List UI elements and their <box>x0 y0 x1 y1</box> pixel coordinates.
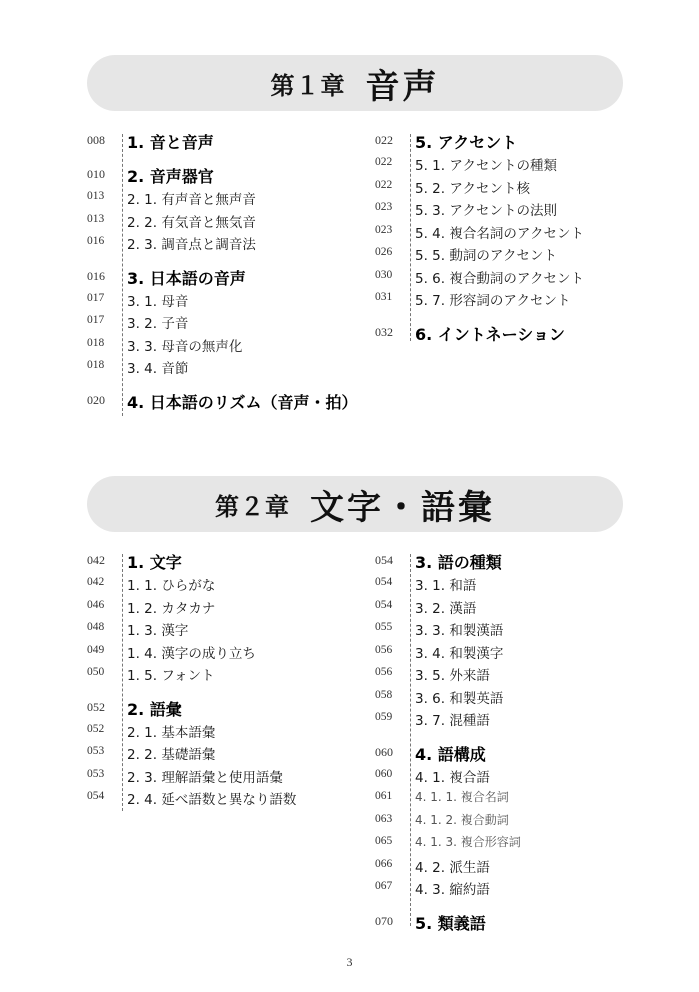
chapter-2-banner <box>87 476 623 532</box>
toc-page-number: 067 <box>375 880 393 892</box>
toc-entry-title: 6. イントネーション <box>415 324 565 344</box>
toc-page-number: 046 <box>87 598 105 611</box>
toc-page-number: 060 <box>375 767 393 780</box>
toc-page-number: 022 <box>375 156 393 168</box>
toc-page-number: 032 <box>375 324 393 339</box>
toc-entry-title: 5. 2. アクセント核 <box>415 180 530 197</box>
toc-page-number: 048 <box>87 621 105 633</box>
toc-entry-title: 2. 2. 有気音と無気音 <box>127 214 256 231</box>
toc-page-number: 008 <box>87 133 105 147</box>
toc-page-number: 018 <box>87 359 105 371</box>
chapter-2-title: 文字・語彙 <box>310 487 495 528</box>
chapter-1-title: 音声 <box>365 66 440 107</box>
toc-entry-title: 3. 1. 和語 <box>415 578 477 594</box>
toc-entry-title: 3. 2. 子音 <box>127 316 189 332</box>
toc-entry-title: 3. 4. 和製漢字 <box>415 645 504 662</box>
toc-entry-title: 5. 7. 形容詞のアクセント <box>415 293 571 309</box>
toc-page-number: 031 <box>375 291 393 303</box>
toc-page-number: 016 <box>87 235 105 247</box>
toc-entry-title: 2. 2. 基礎語彙 <box>127 747 216 763</box>
toc-page-number: 053 <box>87 767 105 780</box>
toc-entry-title: 1. 音と音声 <box>127 133 214 152</box>
toc-entry-title: 1. 3. 漢字 <box>127 623 189 639</box>
toc-page-number: 018 <box>87 336 105 349</box>
chapter-1-banner <box>87 55 623 111</box>
toc-entry-title: 4. 1. 複合語 <box>415 769 490 786</box>
toc-page-number: 054 <box>375 553 393 567</box>
toc-entry-title: 3. 7. 混種語 <box>415 713 490 729</box>
toc-entry-title: 4. 3. 縮約語 <box>415 882 490 898</box>
toc-page-number: 022 <box>375 133 393 147</box>
toc-page-number: 017 <box>87 291 105 304</box>
toc-entry-title: 3. 5. 外来語 <box>415 668 490 684</box>
toc-page-number: 059 <box>375 711 393 723</box>
toc-entry-title: 3. 日本語の音声 <box>127 268 246 288</box>
toc-page-number: 042 <box>87 553 105 567</box>
toc-page-number: 063 <box>375 812 393 825</box>
toc-page-number: 061 <box>375 790 393 802</box>
toc-entry-title: 3. 2. 漢語 <box>415 600 477 617</box>
toc-entry-title: 4. 2. 派生語 <box>415 859 490 876</box>
toc-page-number: 030 <box>375 268 393 281</box>
dashed-rule <box>122 554 123 811</box>
chapter-2-left-column <box>87 550 357 815</box>
toc-page-number: 050 <box>87 666 105 678</box>
toc-entry-title: 5. 4. 複合名詞のアクセント <box>415 225 584 242</box>
dashed-rule <box>410 134 411 341</box>
toc-page-number: 042 <box>87 576 105 588</box>
toc-entry-title: 2. 3. 調音点と調音法 <box>127 237 256 253</box>
toc-page-number: 052 <box>87 699 105 714</box>
toc-page-number: 065 <box>375 835 393 847</box>
toc-entry-title: 3. 6. 和製英語 <box>415 690 504 707</box>
toc-entry-title: 3. 3. 和製漢語 <box>415 623 504 639</box>
toc-entry-title: 4. 1. 2. 複合動詞 <box>415 812 509 827</box>
toc-page-number: 058 <box>375 688 393 701</box>
toc-page-number: 022 <box>375 178 393 191</box>
toc-entry-title: 5. アクセント <box>415 133 518 152</box>
toc-page-number: 026 <box>375 246 393 258</box>
toc-entry-title: 2. 1. 基本語彙 <box>127 724 216 741</box>
toc-entry-title: 4. 1. 1. 複合名詞 <box>415 790 509 804</box>
toc-entry-title: 5. 5. 動詞のアクセント <box>415 248 557 264</box>
toc-entry-title: 2. 語彙 <box>127 699 182 719</box>
chapter-2-label: 第２章 <box>215 492 290 521</box>
toc-entry-title: 1. 1. ひらがな <box>127 578 216 594</box>
toc-page-number: 054 <box>87 790 105 802</box>
toc-page-number: 049 <box>87 643 105 656</box>
toc-entry-title: 5. 3. アクセントの法則 <box>415 203 557 219</box>
toc-entry-title: 1. 文字 <box>127 553 182 572</box>
toc-page-number: 056 <box>375 666 393 678</box>
toc-page-number: 013 <box>87 212 105 225</box>
toc-page-number: 023 <box>375 223 393 236</box>
toc-entry-title: 4. 1. 3. 複合形容詞 <box>415 835 521 849</box>
toc-page-number: 055 <box>375 621 393 633</box>
toc-entry-title: 1. 2. カタカナ <box>127 600 216 617</box>
toc-entry-title: 4. 語構成 <box>415 744 486 764</box>
toc-entry-title: 3. 語の種類 <box>415 553 502 572</box>
toc-page-number: 054 <box>375 576 393 588</box>
toc-page-number: 023 <box>375 201 393 213</box>
dashed-rule <box>122 134 123 416</box>
toc-entry-title: 5. 6. 複合動詞のアクセント <box>415 270 584 287</box>
chapter-1-label: 第１章 <box>270 71 346 100</box>
toc-page-number: 070 <box>375 913 393 928</box>
toc-entry-title: 2. 3. 理解語彙と使用語彙 <box>127 769 283 786</box>
chapter-1-right-column <box>375 130 625 345</box>
toc-entry-title: 5. 類義語 <box>415 913 486 933</box>
toc-page-number: 020 <box>87 392 105 407</box>
toc-entry-title: 3. 1. 母音 <box>127 293 189 310</box>
page-number: 3 <box>346 955 353 969</box>
toc-page-number: 056 <box>375 643 393 656</box>
toc-page-number: 010 <box>87 167 105 181</box>
toc-page-number: 052 <box>87 722 105 735</box>
toc-page-number: 017 <box>87 314 105 326</box>
toc-page-number: 066 <box>375 857 393 870</box>
toc-entry-title: 4. 日本語のリズム（音声・拍） <box>127 392 358 412</box>
toc-entry-title: 1. 4. 漢字の成り立ち <box>127 645 256 662</box>
toc-entry-title: 2. 4. 延べ語数と異なり語数 <box>127 792 297 808</box>
toc-page-number: 053 <box>87 745 105 757</box>
toc-entry-title: 5. 1. アクセントの種類 <box>415 158 557 174</box>
toc-page-number: 054 <box>375 598 393 611</box>
toc-entry-title: 2. 1. 有声音と無声音 <box>127 192 256 208</box>
toc-entry-title: 1. 5. フォント <box>127 668 215 684</box>
chapter-1-left-column <box>87 130 357 420</box>
toc-page-number: 013 <box>87 190 105 202</box>
chapter-2-right-column <box>375 550 625 933</box>
toc-page-number: 060 <box>375 744 393 759</box>
toc-entry-title: 3. 4. 音節 <box>127 361 189 377</box>
toc-page-number: 016 <box>87 268 105 283</box>
toc-entry-title: 2. 音声器官 <box>127 167 214 186</box>
dashed-rule <box>410 554 411 926</box>
toc-entry-title: 3. 3. 母音の無声化 <box>127 338 243 355</box>
